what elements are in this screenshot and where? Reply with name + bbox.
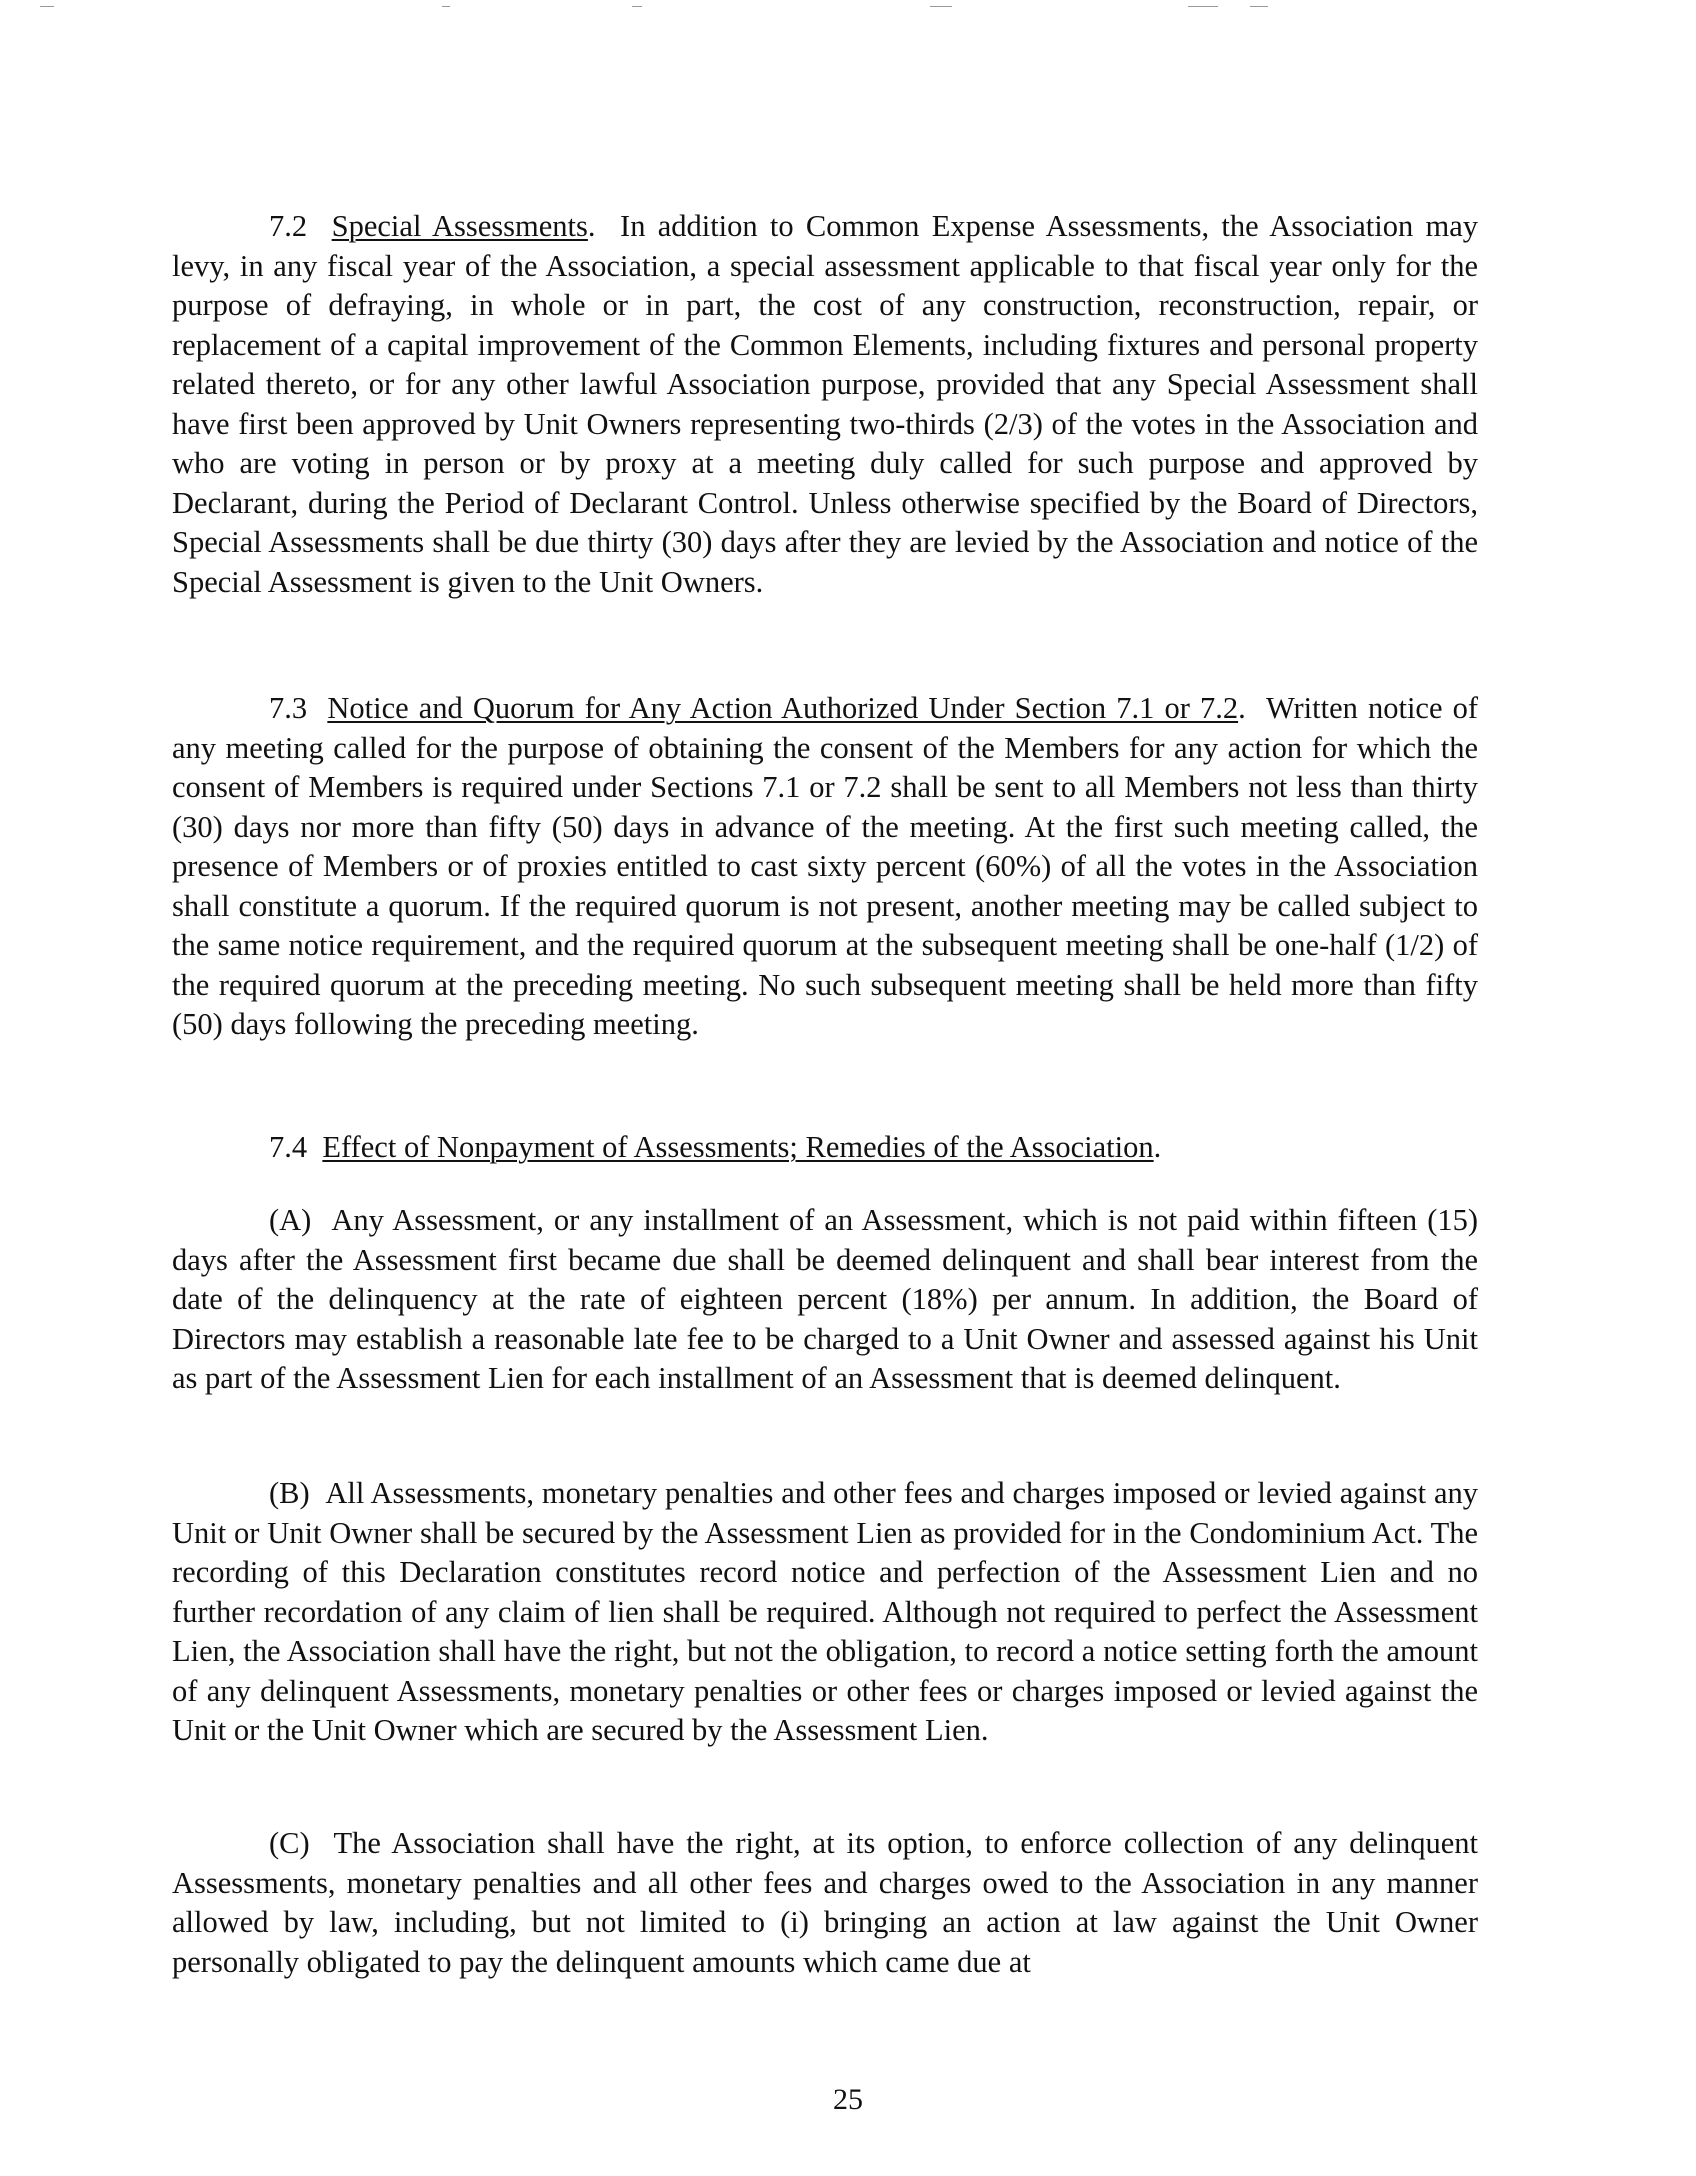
page-number: 25 xyxy=(833,2083,863,2116)
section-7-4 xyxy=(172,1128,1478,1168)
subsection-body: The Association shall have the right, at its option, to enforce collection of any delinquent Assessments, monetary penalties and all other fees and charges owed to the Association in any manner allowed by law, including, but not limited to (i) bringing an action at law against the Unit Owner personally obligated to pay the delinquent amounts which came due at xyxy=(172,1826,1479,1979)
subsection-label: (B) xyxy=(269,1476,310,1510)
subsection-7-4-b xyxy=(172,1474,1478,1751)
subsection-body: All Assessments, monetary penalties and other fees and charges imposed or levied against any Unit or Unit Owner shall be secured by the Assessment Lien as provided for in the Condominium Act. The recording of this Declaration constitutes record notice and perfection of the Assessment Lien and no further recordation of any claim of lien shall be required. Although not required to perfect the Assessment Lien, the Association shall have the right, but not the obligation, to record a notice setting forth the amount of any delinquent Assessments, monetary penalties or other fees or charges imposed or levied against the Unit or the Unit Owner which are secured by the Assessment Lien. xyxy=(172,1476,1479,1747)
section-number: 7.2 xyxy=(269,209,308,243)
section-heading: Effect of Nonpayment of Assessments; Remedies of the Association xyxy=(322,1130,1154,1164)
subsection-7-4-c xyxy=(172,1824,1478,1982)
section-number: 7.4 xyxy=(269,1130,308,1164)
subsection-label: (A) xyxy=(269,1203,312,1237)
section-7-2 xyxy=(172,207,1478,602)
subsection-7-4-a xyxy=(172,1201,1478,1399)
subsection-body: Any Assessment, or any installment of an Assessment, which is not paid within fifteen (15) days after the Assessment first became due shall be deemed delinquent and shall bear interest from the date of the delinquency at the rate of eighteen percent (18%) per annum. In addition, the Board of Directors may establish a reasonable late fee to be charged to a Unit Owner and assessed against his Unit as part of the Assessment Lien for each installment of an Assessment that is deemed delinquent. xyxy=(172,1203,1479,1395)
section-heading: Special Assessments xyxy=(331,209,588,243)
section-body: In addition to Common Expense Assessments, the Association may levy, in any fiscal year of the Association, a special assessment applicable to that fiscal year only for the purpose of defraying, in whole or in part, the cost of any construction, reconstruction, repair, or replacement of a capital improvement of the Common Elements, including fixtures and personal property related thereto, or for any other lawful Association purpose, provided that any Special Assessment shall have first been approved by Unit Owners representing two-thirds (2/3) of the votes in the Association and who are voting in person or by proxy at a meeting duly called for such purpose and approved by Declarant, during the Period of Declarant Control. Unless otherwise specified by the Board of Directors, Special Assessments shall be due thirty (30) days after they are levied by the Association and notice of the Special Assessment is given to the Unit Owners. xyxy=(172,209,1478,599)
heading-punctuation: . xyxy=(1238,691,1246,725)
heading-punctuation: . xyxy=(587,209,596,243)
scan-artifacts xyxy=(0,6,1696,16)
heading-punctuation: . xyxy=(1153,1130,1162,1164)
section-heading: Notice and Quorum for Any Action Authorized Under Section 7.1 or 7.2 xyxy=(327,691,1239,725)
section-number: 7.3 xyxy=(269,691,308,725)
section-7-3 xyxy=(172,689,1478,1045)
subsection-label: (C) xyxy=(269,1826,310,1860)
section-body: Written notice of any meeting called for the purpose of obtaining the consent of the Members for any action for which the consent of Members is required under Sections 7.1 or 7.2 shall be sent to all Members not less than thirty (30) days nor more than fifty (50) days in advance of the meeting. At the first such meeting called, the presence of Members or of proxies entitled to cast sixty percent (60%) of all the votes in the Association shall constitute a quorum. If the required quorum is not present, another meeting may be called subject to the same notice requirement, and the required quorum at the subsequent meeting shall be one-half (1/2) of the required quorum at the preceding meeting. No such subsequent meeting shall be held more than fifty (50) days following the preceding meeting. xyxy=(172,691,1479,1041)
